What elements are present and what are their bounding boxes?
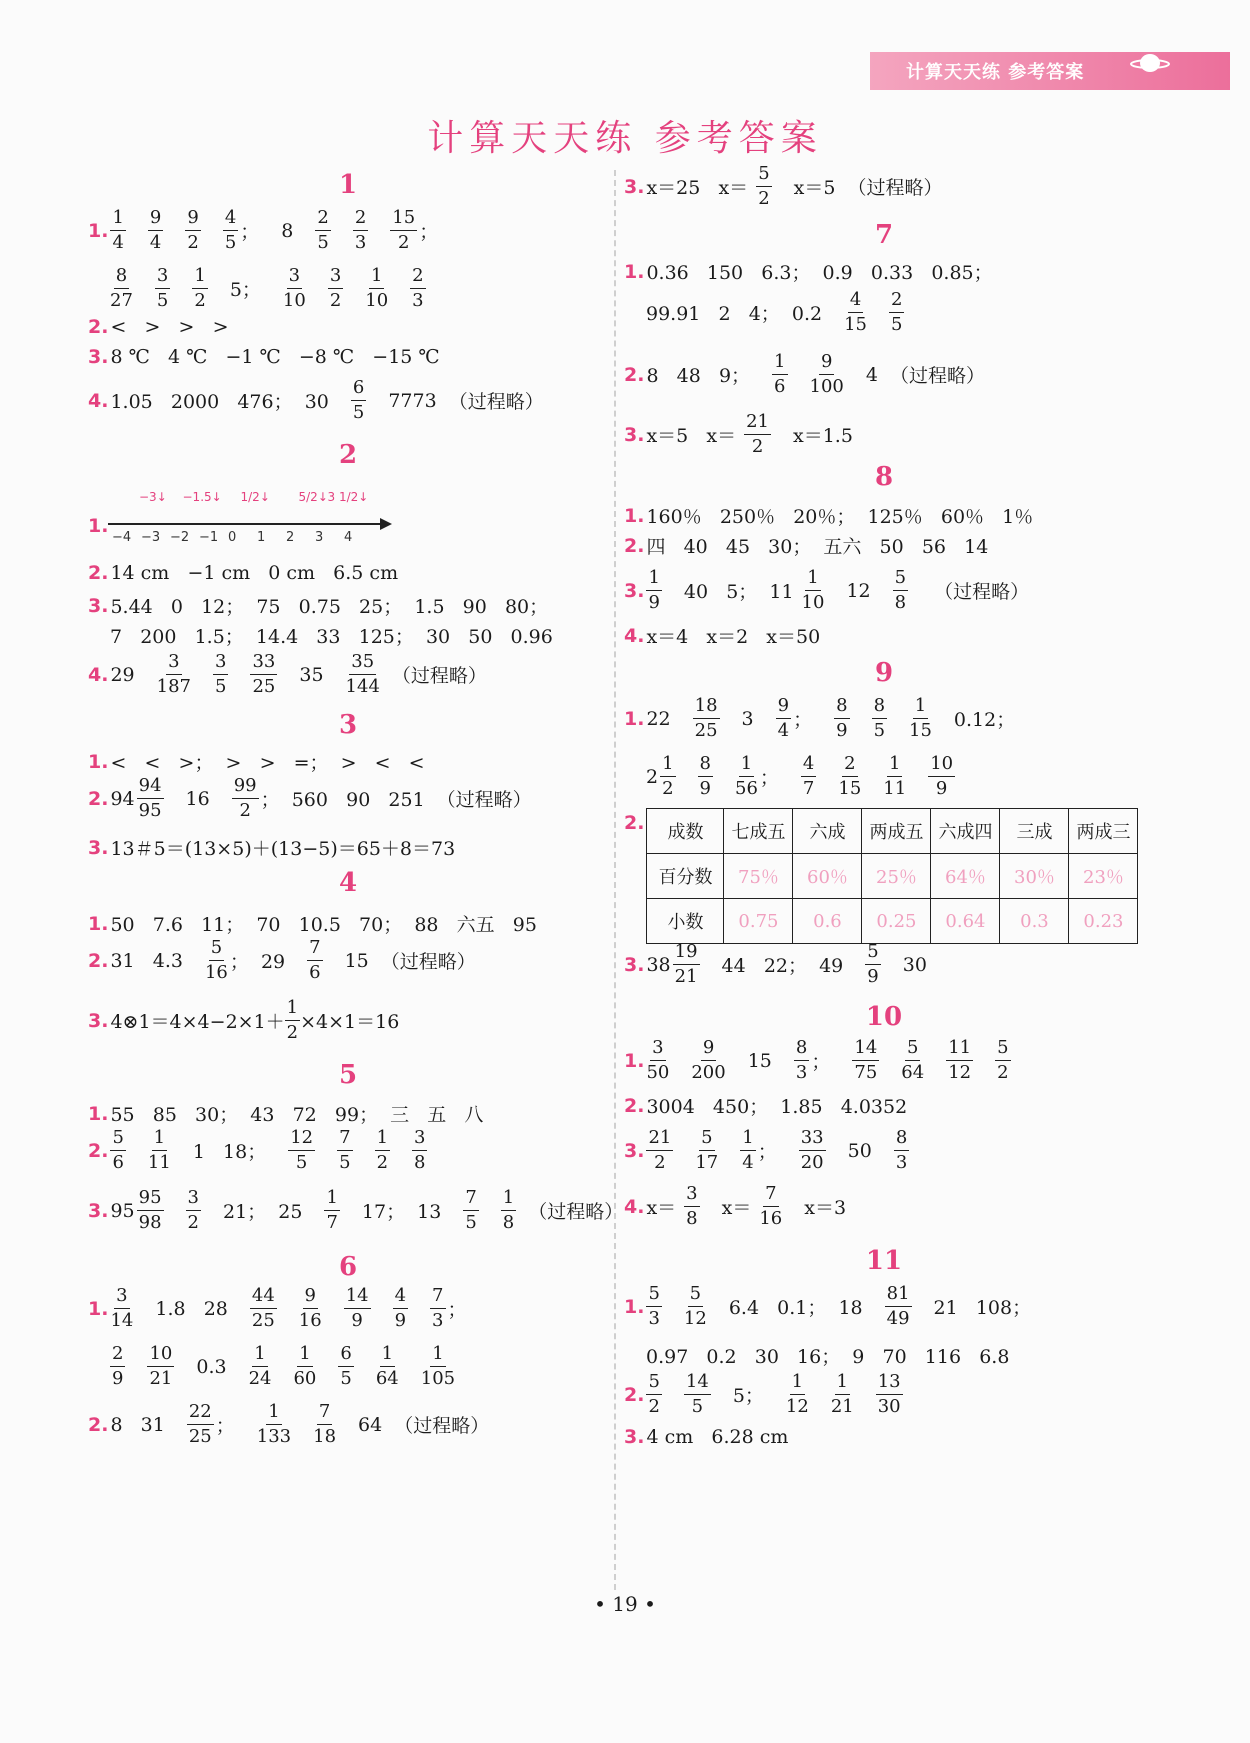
section-title: 3 (338, 710, 358, 740)
section-title: 1 (338, 170, 358, 200)
number-line-tick-label: −2 (170, 530, 190, 545)
answer-line: 3. 4⊗1＝4×4−2×1＋ $\frac{1}{2}$ ×4×1＝16 (88, 997, 400, 1043)
section-title: 5 (338, 1060, 358, 1090)
answer-line: 2. 8 48 9； $\frac{1}{6}$ $\frac{9}{100}$ 4 （过程略） (624, 351, 985, 397)
answer-line: 1. 50 7.6 11； 70 10.5 70； 88 六五 95 (88, 912, 537, 936)
number-line-mark-label: 3 1/2↓ (327, 490, 369, 504)
section-title: 7 (874, 220, 894, 250)
number-line-mark-label: 5/2↓ (298, 490, 328, 504)
planet-icon (1130, 48, 1170, 76)
answer-line: 7 200 1.5； 14.4 33 125； 30 50 0.96 (110, 626, 553, 648)
number-line-mark-label: −3↓ (139, 490, 167, 504)
answer-line: 99.91 2 4； 0.2 $\frac{4}{15}$ $\frac{2}{5}$ (646, 289, 903, 335)
answer-line: 2. 14 cm −1 cm 0 cm 6.5 cm (88, 562, 399, 584)
page-title: 计算天天练 参考答案 (427, 118, 823, 159)
section-title: 9 (874, 658, 894, 688)
answer-line: 3. 5.44 0 12； 75 0.75 25； 1.5 90 80； (88, 594, 549, 618)
number-line-tick-label: 4 (344, 530, 353, 545)
answer-line: 3. 4 cm 6.28 cm (624, 1426, 789, 1448)
answer-line: 4. 29 $\frac{3}{187}$ $\frac{3}{5}$ $\frac{33}{25}$ 35 $\frac{35}{144}$ （过程略） (88, 651, 487, 697)
answer-line: 1. 160％ 250％ 20％； 125％ 60％ 1％ (624, 504, 1034, 528)
answer-line: 3. 8 ℃ 4 ℃ −1 ℃ −8 ℃ −15 ℃ (88, 346, 440, 368)
section-title: 2 (338, 440, 358, 470)
percent-table: 成数 七成五 六成 两成五 六成四 三成 两成三 百分数 75％ 60％ 25％ 64％ 30％ 23％ 小数 0.75 0.6 0.25 0.64 0.3 0.23 (646, 808, 1138, 944)
number-line-tick-label: −1 (199, 530, 219, 545)
section-title: 10 (865, 1002, 903, 1032)
number-line-row: 1. −4 −3 −2 −1 0 1 2 3 4 −3↓ −1.5↓ 1/2↓ 5/2↓ 3 1/2↓ (88, 480, 608, 550)
answer-line: 2 $\frac{1}{2}$ $\frac{8}{9}$ $\frac{1}{56}$ ； $\frac{4}{7}$ $\frac{2}{15}$ $\frac{1}{11}$ $\frac{10}{9}$ (646, 753, 954, 799)
answer-line: 4. x＝ $\frac{3}{8}$ x＝ $\frac{7}{16}$ x＝3 (624, 1183, 847, 1229)
answer-line: 2. 31 4.3 $\frac{5}{16}$ ； 29 $\frac{7}{6}$ 15 （过程略） (88, 937, 476, 983)
answer-line: 2. $\frac{5}{2}$ $\frac{14}{5}$ 5； $\frac{1}{12}$ $\frac{1}{21}$ $\frac{13}{30}$ (624, 1371, 901, 1417)
answer-line: 3. 95 $\frac{95}{98}$ $\frac{3}{2}$ 21； 25 $\frac{1}{7}$ 17； 13 $\frac{7}{5}$ $\frac{1}{8}$ （过程略） (88, 1187, 624, 1233)
answer-line: 0.97 0.2 30 16； 9 70 116 6.8 (646, 1346, 1010, 1368)
answer-line: 2. < > > > (88, 316, 229, 338)
section-title: 4 (338, 868, 358, 898)
answer-line: 1. 22 $\frac{18}{25}$ 3 $\frac{9}{4}$ ； $\frac{8}{9}$ $\frac{8}{5}$ $\frac{1}{15}$ 0.12； (624, 695, 1016, 741)
answer-line: 1. 0.36 150 6.3； 0.9 0.33 0.85； (624, 260, 993, 284)
number-line-mark-label: 1/2↓ (240, 490, 270, 504)
answer-line: 1. $\frac{5}{3}$ $\frac{5}{12}$ 6.4 0.1； 18 $\frac{81}{49}$ 21 108； (624, 1283, 1032, 1329)
answer-line: 3. x＝25 x＝ $\frac{5}{2}$ x＝5 （过程略） (624, 163, 943, 209)
answer-line: 2. $\frac{5}{6}$ $\frac{1}{11}$ 1 18； $\frac{12}{5}$ $\frac{7}{5}$ $\frac{1}{2}$ $\frac{3}{8}$ (88, 1127, 426, 1173)
answer-line: 4. x＝4 x＝2 x＝50 (624, 624, 821, 648)
answer-line: 2. 四 40 45 30； 五六 50 56 14 (624, 534, 989, 558)
header-tag-text: 计算天天练 参考答案 (906, 62, 1085, 83)
header-tag (870, 52, 1230, 90)
section-title: 6 (338, 1252, 358, 1282)
answer-line: 3. x＝5 x＝ $\frac{21}{2}$ x＝1.5 (624, 411, 853, 457)
page-number: • 19 • (594, 1592, 656, 1616)
answer-line: 1. < < >； > > =； > < < (88, 750, 425, 774)
answer-line: $\frac{8}{27}$ $\frac{3}{5}$ $\frac{1}{2}$ 5； $\frac{3}{10}$ $\frac{3}{2}$ $\frac{1}{10}$ $\frac{2}{3}$ (110, 265, 424, 311)
answer-line: 1. $\frac{3}{50}$ $\frac{9}{200}$ 15 $\frac{8}{3}$ ； $\frac{14}{75}$ $\frac{5}{64}$ $\frac{11}{12}$ $\frac{5}{2}$ (624, 1037, 1009, 1083)
answer-line: 4. 1.05 2000 476； 30 $\frac{6}{5}$ 7773 （过程略） (88, 377, 544, 423)
answer-line: 1. $\frac{1}{4}$ $\frac{9}{4}$ $\frac{9}{2}$ $\frac{4}{5}$ ； 8 $\frac{2}{5}$ $\frac{2}{3}$ $\frac{15}{2}$ ； (88, 207, 439, 253)
answer-line: 3. 38 $\frac{19}{21}$ 44 22； 49 $\frac{5}{9}$ 30 (624, 941, 927, 987)
answer-line: 3. $\frac{1}{9}$ 40 5； 11 $\frac{1}{10}$ 12 $\frac{5}{8}$ （过程略） (624, 567, 1030, 613)
section-title: 11 (865, 1246, 903, 1276)
answer-line: 3. 13＃5＝(13×5)＋(13−5)＝65＋8＝73 (88, 836, 456, 860)
answer-line: 2. 3004 450； 1.85 4.0352 (624, 1094, 908, 1118)
column-divider (614, 170, 616, 1590)
answer-line: 2. 94 $\frac{94}{95}$ 16 $\frac{99}{2}$ ； 560 90 251 （过程略） (88, 775, 532, 821)
answer-line: 2. 8 31 $\frac{22}{25}$ ； $\frac{1}{133}$ $\frac{7}{18}$ 64 （过程略） (88, 1401, 490, 1447)
number-line-tick-label: 2 (286, 530, 295, 545)
section-title: 8 (874, 462, 894, 492)
answer-line: 1. 55 85 30； 43 72 99； 三 五 八 (88, 1102, 484, 1126)
answer-line: $\frac{2}{9}$ $\frac{10}{21}$ 0.3 $\frac{1}{24}$ $\frac{1}{60}$ $\frac{6}{5}$ $\frac{1}{64}$ $\frac{1}{105}$ (112, 1343, 456, 1389)
number-line-tick-label: −3 (141, 530, 161, 545)
number-line-tick-label: 3 (315, 530, 324, 545)
answer-line: 1. $\frac{3}{14}$ 1.8 28 $\frac{44}{25}$ $\frac{9}{16}$ $\frac{14}{9}$ $\frac{4}{9}$ $\frac{7}{3}$ ； (88, 1285, 467, 1331)
number-line-tick-label: −4 (112, 530, 132, 545)
answer-line: 3. $\frac{21}{2}$ $\frac{5}{17}$ $\frac{1}{4}$ ； $\frac{33}{20}$ 50 $\frac{8}{3}$ (624, 1127, 908, 1173)
table-row-wrap: 2. 成数 七成五 六成 两成五 六成四 三成 两成三 百分数 75％ 60％ 25％ 64％ 30％ 23％ 小数 0.75 0.6 0.25 0.64 0.3 0.23 (624, 808, 1138, 944)
number-line-tick-label: 0 (228, 530, 237, 545)
number-line-tick-label: 1 (257, 530, 266, 545)
number-line-mark-label: −1.5↓ (182, 490, 222, 504)
